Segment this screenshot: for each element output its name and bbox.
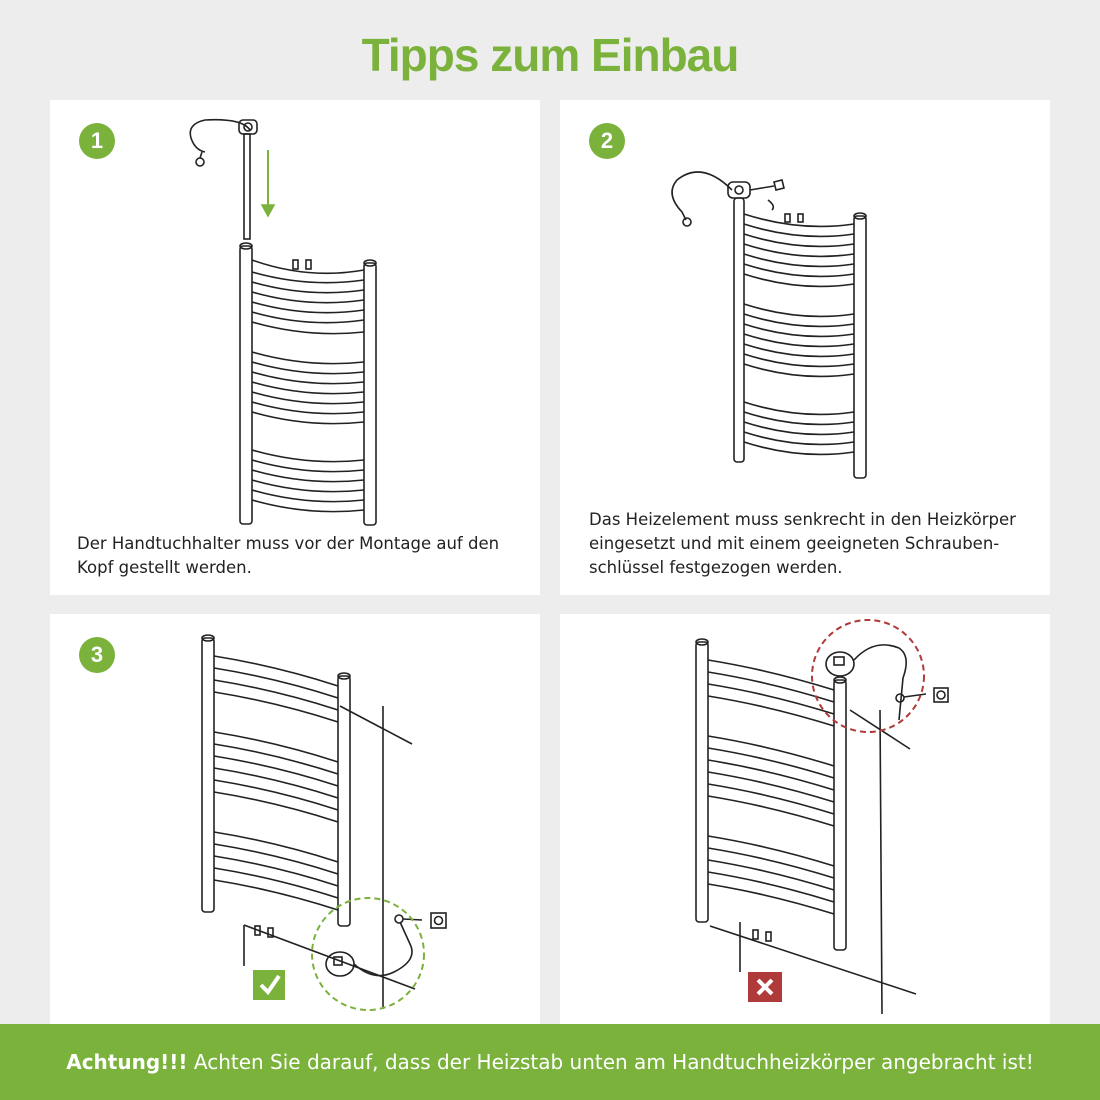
page-title: Tipps zum Einbau <box>361 29 739 81</box>
wrench-icon <box>750 180 784 210</box>
step-number-badge: 1 <box>79 123 115 159</box>
heating-element-icon <box>326 915 422 976</box>
step-1-panel <box>50 100 540 595</box>
wrong-badge <box>748 972 782 1002</box>
radiator-icon <box>734 198 866 478</box>
warning-text: Achten Sie darauf, dass der Heizstab unten am Handtuchheizkörper angebracht ist! <box>193 1050 1034 1074</box>
step-number-badge: 3 <box>79 637 115 673</box>
radiator-icon <box>696 639 846 950</box>
step-2-panel <box>560 100 1050 595</box>
step-2-caption: Das Heizelement muss senkrecht in den Heizkörper eingesetzt und mit einem geeigneten Schrauben-schlüssel festgezogen werden. <box>589 510 1016 577</box>
correct-badge <box>253 970 285 1000</box>
step-number-badge: 2 <box>589 123 625 159</box>
step-1-caption: Der Handtuchhalter muss vor der Montage auf den Kopf gestellt werden. <box>77 534 500 577</box>
wrong-example-panel <box>560 614 1050 1034</box>
step-3-illustration <box>50 614 540 1034</box>
power-socket-icon <box>934 688 948 702</box>
radiator-icon <box>240 243 376 525</box>
step-1-illustration <box>50 100 540 595</box>
heating-element-icon <box>190 120 257 239</box>
radiator-icon <box>202 635 350 937</box>
warning-footer <box>0 1024 1100 1100</box>
heating-element-icon <box>672 172 750 226</box>
warning-label: Achtung!!! <box>66 1050 188 1074</box>
power-socket-icon <box>431 913 446 928</box>
wrong-example-illustration <box>560 614 1050 1034</box>
step-3-panel <box>50 614 540 1034</box>
